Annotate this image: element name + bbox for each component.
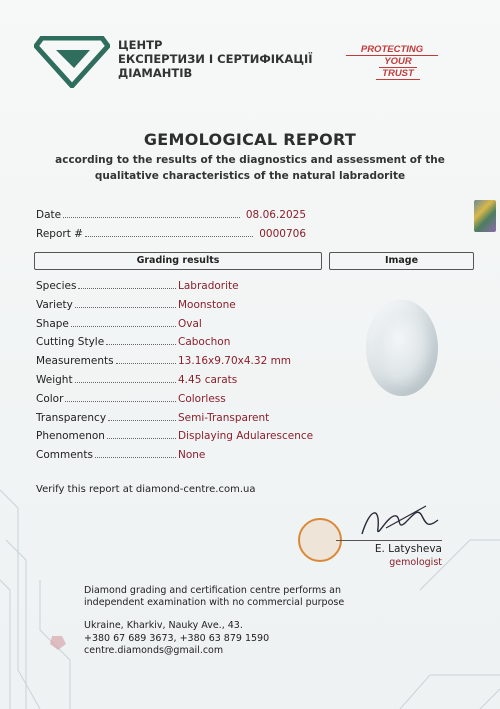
grading-row-color [36,393,336,412]
address-line-3: centre.diamonds@gmail.com [84,645,224,656]
report-number-value: 0000706 [259,228,306,240]
grading-label: Phenomenon [36,430,105,443]
disclaimer [84,585,364,609]
grading-value: 4.45 carats [178,373,238,386]
disclaimer-line-2: independent examination with no commercial purpose [84,597,345,608]
grading-label: Comments [36,449,93,462]
date-value: 08.06.2025 [245,209,306,221]
address-line-1: Ukraine, Kharkiv, Nauky Ave., 43. [84,620,243,631]
grading-value: Moonstone [178,298,236,311]
grading-results-header: Grading results [34,252,322,270]
grading-row-measurements [36,355,336,374]
grading-table [36,280,336,468]
grading-label: Cutting Style [36,336,105,349]
slogan-line-1: PROTECTING [346,44,438,56]
contact-address [84,620,344,658]
grading-value: Displaying Adularescence [178,430,314,443]
grading-value: None [178,449,206,462]
diamond-logo-icon [34,36,110,88]
image-header: Image [329,252,474,270]
report-subtitle [30,152,470,184]
grading-value: Oval [178,317,202,330]
signature-icon [356,498,442,544]
grading-row-transparency [36,412,336,431]
address-line-2: +380 67 689 3673, +380 63 879 1590 [84,632,270,644]
grading-row-cutting-style [36,336,336,355]
subtitle-line-1: according to the results of the diagnostics and assessment of the [55,154,445,166]
slogan-line-3: TRUST [376,68,420,80]
grading-value: Cabochon [178,336,231,349]
report-number-label: Report # [36,228,83,240]
gemstone-image [366,300,438,396]
grading-value: Colorless [178,392,226,405]
report-number-row [36,228,306,240]
subtitle-line-2: qualitative characteristics of the natural labradorite [94,170,406,182]
slogan-line-2: YOUR [379,56,417,68]
slogan [346,44,438,80]
disclaimer-line-1: Diamond grading and certification centre performs an [84,585,342,596]
grading-value: 13.16x9.70x4.32 mm [178,355,292,368]
signer-name: E. Latysheva [336,540,442,555]
organization-name [118,38,328,80]
dotted-leader [85,235,253,237]
hologram-sticker [474,200,496,232]
signer-role: gemologist [389,557,442,568]
org-line-1: ЦЕНТР [118,38,163,52]
grading-row-species [36,280,336,299]
grading-value: Semi-Transparent [178,411,270,424]
grading-row-weight [36,374,336,393]
org-line-3: ДІАМАНТІВ [118,66,193,80]
verify-text: Verify this report at diamond-centre.com.ua [36,484,256,495]
grading-label: Measurements [36,355,114,368]
grading-row-comments [36,449,336,468]
grading-label: Species [36,280,77,292]
report-title: GEMOLOGICAL REPORT [143,130,357,149]
date-row [36,209,306,221]
grading-label: Variety [36,298,73,311]
dotted-leader [63,216,240,218]
grading-value: Labradorite [178,280,239,292]
grading-row-phenomenon [36,430,336,449]
date-label: Date [36,209,62,221]
grading-label: Weight [36,373,73,386]
grading-label: Color [36,392,64,405]
grading-label: Shape [36,317,69,330]
org-line-2: ЕКСПЕРТИЗИ І СЕРТИФІКАЦІЇ [118,52,313,66]
grading-row-shape [36,318,336,337]
grading-row-variety [36,299,336,318]
grading-label: Transparency [36,411,107,424]
